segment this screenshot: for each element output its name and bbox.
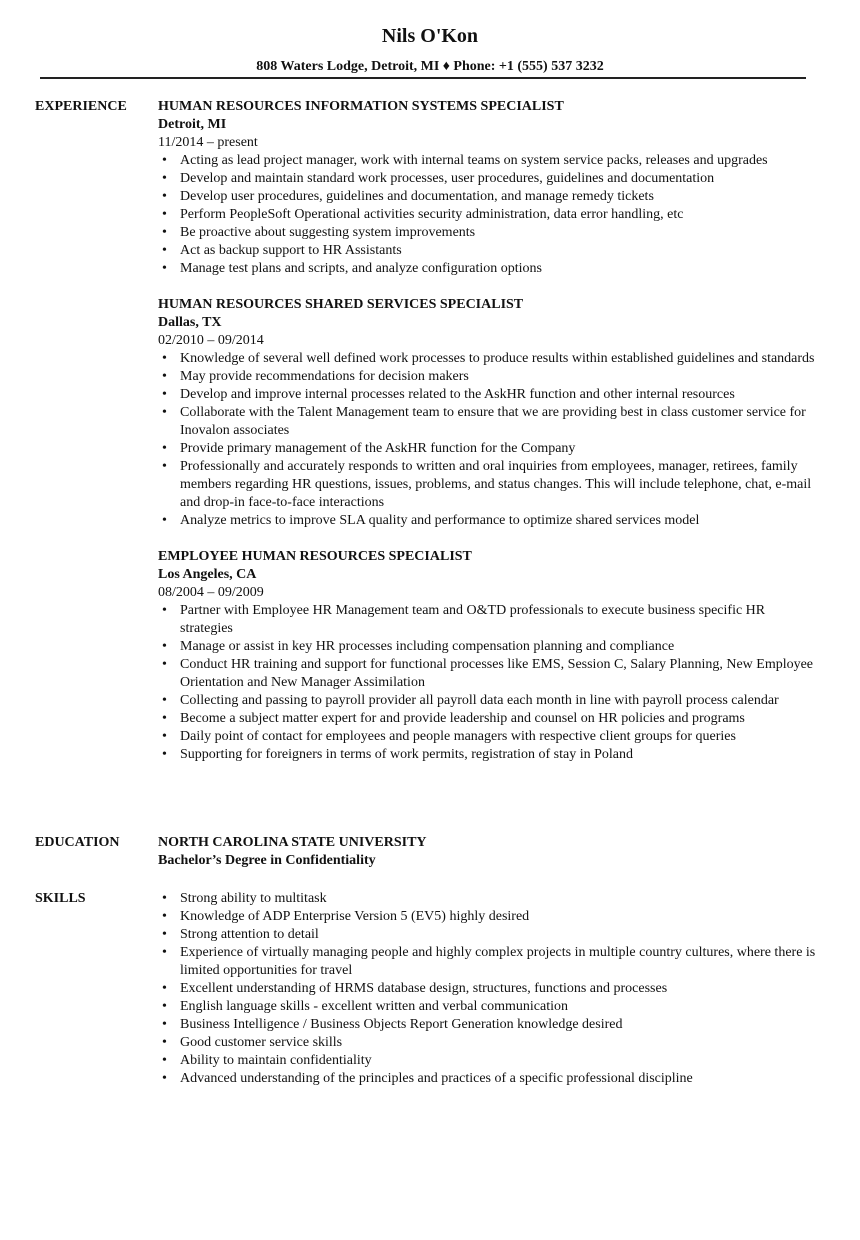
job-bullets	[158, 350, 818, 530]
contact-line: 808 Waters Lodge, Detroit, MI ♦ Phone: +1 (555) 537 3232	[256, 59, 604, 74]
header-divider	[40, 77, 806, 79]
skill-item: • Strong attention to detail	[158, 926, 818, 944]
school-name: NORTH CAROLINA STATE UNIVERSITY	[158, 835, 427, 850]
bullet-item: • Perform PeopleSoft Operational activities security administration, data error handling, etc	[158, 206, 818, 224]
skill-item: • Knowledge of ADP Enterprise Version 5 (EV5) highly desired	[158, 908, 818, 926]
job-bullets	[158, 152, 818, 278]
skills-heading: SKILLS	[35, 891, 86, 906]
job-entry	[158, 548, 818, 764]
skill-item: • Strong ability to multitask	[158, 890, 818, 908]
bullet-item: • Become a subject matter expert for and provide leadership and counsel on HR policies and programs	[158, 710, 818, 728]
skill-item: • Excellent understanding of HRMS database design, structures, functions and processes	[158, 980, 818, 998]
skill-item: • English language skills - excellent written and verbal communication	[158, 998, 818, 1016]
skills-list	[158, 890, 818, 1088]
candidate-name: Nils O'Kon	[381, 25, 479, 47]
skill-item: • Ability to maintain confidentiality	[158, 1052, 818, 1070]
bullet-item: • Partner with Employee HR Management team and O&TD professionals to execute business specific HR strategies	[158, 602, 818, 638]
degree: Bachelor’s Degree in Confidentiality	[158, 853, 376, 868]
job-title: EMPLOYEE HUMAN RESOURCES SPECIALIST	[158, 549, 472, 564]
job-location: Dallas, TX	[158, 315, 222, 330]
job-dates: 02/2010 – 09/2014	[158, 333, 264, 348]
bullet-item: • Daily point of contact for employees and people managers with respective client groups for queries	[158, 728, 818, 746]
bullet-item: • Manage test plans and scripts, and analyze configuration options	[158, 260, 818, 278]
education-heading: EDUCATION	[35, 835, 120, 850]
bullet-item: • Acting as lead project manager, work with internal teams on system service packs, releases and upgrades	[158, 152, 818, 170]
bullet-item: • Act as backup support to HR Assistants	[158, 242, 818, 260]
job-entry	[158, 296, 818, 530]
job-dates: 08/2004 – 09/2009	[158, 585, 264, 600]
bullet-item: • Manage or assist in key HR processes including compensation planning and compliance	[158, 638, 818, 656]
job-dates: 11/2014 – present	[158, 135, 258, 150]
job-entry	[158, 98, 818, 278]
job-bullets	[158, 602, 818, 764]
bullet-item: • Analyze metrics to improve SLA quality and performance to optimize shared services model	[158, 512, 818, 530]
skill-item: • Good customer service skills	[158, 1034, 818, 1052]
job-location: Detroit, MI	[158, 117, 227, 132]
bullet-item: • Conduct HR training and support for functional processes like EMS, Session C, Salary Planning, New Employee Orientation and New Manager Assimilation	[158, 656, 818, 692]
bullet-item: • Be proactive about suggesting system improvements	[158, 224, 818, 242]
skill-item: • Business Intelligence / Business Objects Report Generation knowledge desired	[158, 1016, 818, 1034]
bullet-item: • Knowledge of several well defined work processes to produce results within established guidelines and standards	[158, 350, 818, 368]
bullet-item: • Supporting for foreigners in terms of work permits, registration of stay in Poland	[158, 746, 818, 764]
bullet-item: • May provide recommendations for decision makers	[158, 368, 818, 386]
bullet-item: • Develop user procedures, guidelines and documentation, and manage remedy tickets	[158, 188, 818, 206]
bullet-item: • Provide primary management of the AskHR function for the Company	[158, 440, 818, 458]
education-section	[158, 834, 818, 870]
skill-item: • Experience of virtually managing people and highly complex projects in multiple country cultures, where there is limited opportunities for travel	[158, 944, 818, 980]
experience-heading: EXPERIENCE	[35, 99, 127, 114]
skill-item: • Advanced understanding of the principles and practices of a specific professional discipline	[158, 1070, 818, 1088]
job-title: HUMAN RESOURCES SHARED SERVICES SPECIALIST	[158, 297, 524, 312]
bullet-item: • Collaborate with the Talent Management team to ensure that we are providing best in class customer service for Inovalon associates	[158, 404, 818, 440]
experience-section	[158, 98, 818, 782]
job-location: Los Angeles, CA	[158, 567, 257, 582]
bullet-item: • Professionally and accurately responds to written and oral inquiries from employees, manager, retirees, family members regarding HR questions, issues, problems, and status changes. This will include telephone, chat, e-mail and drop-in face-to-face interactions	[158, 458, 818, 512]
bullet-item: • Collecting and passing to payroll provider all payroll data each month in line with payroll process calendar	[158, 692, 818, 710]
bullet-item: • Develop and improve internal processes related to the AskHR function and other internal resources	[158, 386, 818, 404]
bullet-item: • Develop and maintain standard work processes, user procedures, guidelines and documentation	[158, 170, 818, 188]
job-title: HUMAN RESOURCES INFORMATION SYSTEMS SPECIALIST	[158, 99, 564, 114]
skills-section	[158, 890, 818, 1088]
